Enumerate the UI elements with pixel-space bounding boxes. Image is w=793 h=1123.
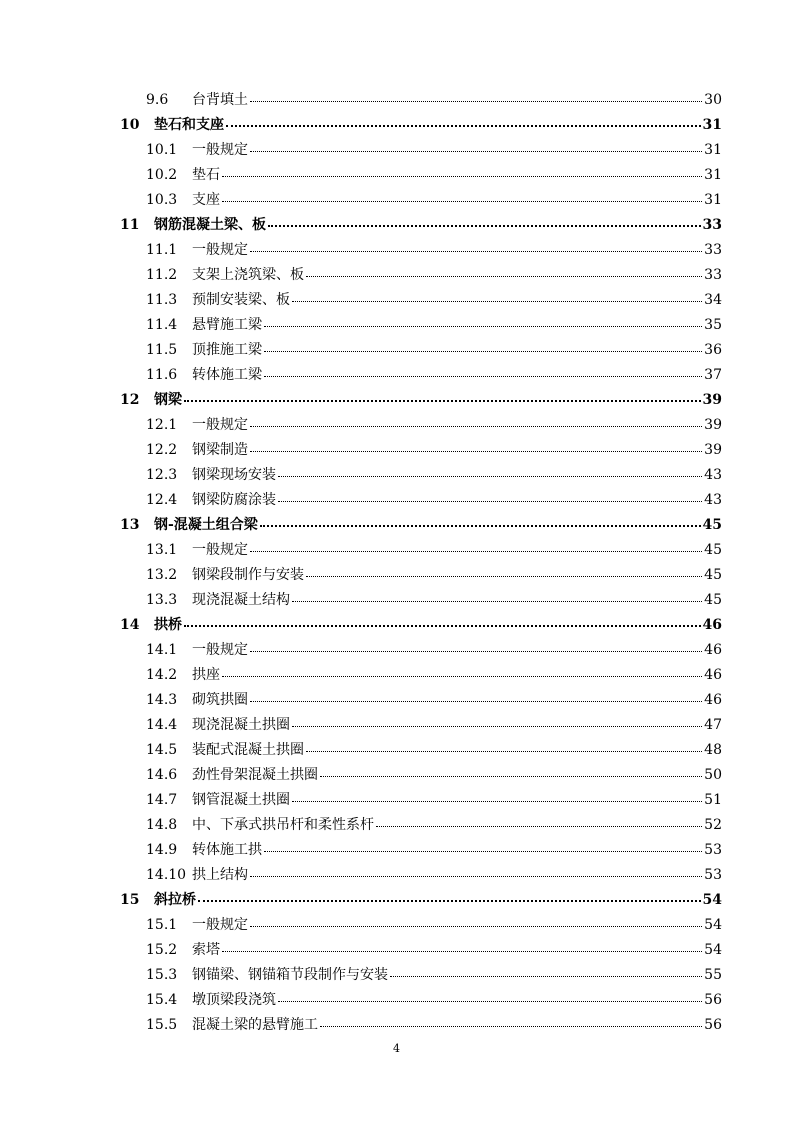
toc-entry-number: 13 [120, 517, 140, 533]
toc-entry-number: 13.2 [146, 567, 178, 583]
toc-entry-page: 45 [704, 542, 722, 558]
toc-entry-page: 33 [704, 267, 722, 283]
toc-entry-page: 46 [704, 642, 722, 658]
toc-dot-leader [320, 765, 702, 779]
toc-entry-page: 45 [704, 592, 722, 608]
toc-dot-leader [250, 140, 702, 154]
toc-entry[interactable] [120, 988, 722, 1013]
toc-entry-page: 46 [704, 692, 722, 708]
toc-entry-page: 45 [702, 517, 722, 533]
toc-chapter-entry[interactable] [120, 888, 722, 913]
toc-entry-title: 垫石和支座 [154, 117, 224, 133]
toc-entry[interactable] [120, 238, 722, 263]
toc-entry-title: 拱座 [192, 667, 220, 683]
toc-dot-leader [250, 440, 702, 454]
toc-entry-number: 14.10 [146, 867, 187, 883]
toc-dot-leader [278, 465, 702, 479]
toc-entry-title: 一般规定 [192, 242, 248, 258]
toc-entry-title: 混凝土梁的悬臂施工 [192, 1017, 318, 1033]
toc-entry-number: 14.5 [146, 742, 178, 758]
toc-entry-number: 11.6 [146, 367, 178, 383]
toc-dot-leader [278, 990, 702, 1004]
toc-entry-title: 钢梁制造 [192, 442, 248, 458]
toc-dot-leader [306, 265, 702, 279]
toc-entry-title: 一般规定 [192, 542, 248, 558]
toc-entry-number: 14.3 [146, 692, 178, 708]
toc-entry-page: 37 [704, 367, 722, 383]
toc-entry-page: 36 [704, 342, 722, 358]
toc-dot-leader [292, 290, 702, 304]
toc-dot-leader [292, 790, 702, 804]
toc-entry-title: 斜拉桥 [154, 892, 196, 908]
toc-entry-page: 54 [704, 917, 722, 933]
toc-entry-number: 11.3 [146, 292, 178, 308]
toc-entry[interactable] [120, 763, 722, 788]
toc-entry-number: 15 [120, 892, 140, 908]
toc-entry-page: 47 [704, 717, 722, 733]
toc-entry-number: 14.8 [146, 817, 178, 833]
toc-entry[interactable] [120, 363, 722, 388]
toc-entry-number: 11.4 [146, 317, 178, 333]
toc-dot-leader [250, 415, 702, 429]
toc-entry-number: 14.2 [146, 667, 178, 683]
toc-entry-number: 15.3 [146, 967, 178, 983]
toc-entry-page: 52 [704, 817, 722, 833]
toc-entry[interactable] [120, 838, 722, 863]
toc-entry-title: 装配式混凝土拱圈 [192, 742, 304, 758]
toc-entry-page: 50 [704, 767, 722, 783]
toc-entry-number: 15.4 [146, 992, 178, 1008]
toc-entry-number: 14.4 [146, 717, 178, 733]
toc-entry-title: 一般规定 [192, 642, 248, 658]
toc-entry[interactable] [120, 863, 722, 888]
toc-entry-number: 14.1 [146, 642, 178, 658]
toc-entry[interactable] [120, 663, 722, 688]
toc-entry[interactable] [120, 163, 722, 188]
toc-entry-number: 14.9 [146, 842, 178, 858]
toc-entry-page: 34 [704, 292, 722, 308]
table-of-contents [120, 88, 722, 1038]
toc-dot-leader [250, 915, 702, 929]
toc-dot-leader [250, 240, 702, 254]
toc-dot-leader [222, 165, 702, 179]
toc-entry-title: 钢管混凝土拱圈 [192, 792, 290, 808]
toc-dot-leader [306, 565, 702, 579]
toc-dot-leader [390, 965, 702, 979]
toc-dot-leader [250, 540, 702, 554]
toc-entry-number: 14.6 [146, 767, 178, 783]
toc-entry-title: 顶推施工梁 [192, 342, 262, 358]
toc-entry[interactable] [120, 638, 722, 663]
toc-dot-leader [306, 740, 702, 754]
toc-entry[interactable] [120, 713, 722, 738]
toc-entry-page: 39 [704, 442, 722, 458]
toc-entry-title: 悬臂施工梁 [192, 317, 262, 333]
toc-entry-title: 支架上浇筑梁、板 [192, 267, 304, 283]
toc-entry[interactable] [120, 463, 722, 488]
toc-entry[interactable] [120, 963, 722, 988]
toc-entry[interactable] [120, 288, 722, 313]
toc-entry-number: 11.5 [146, 342, 178, 358]
toc-entry-title: 劲性骨架混凝土拱圈 [192, 767, 318, 783]
toc-entry-page: 43 [704, 492, 722, 508]
toc-entry-page: 54 [702, 892, 722, 908]
toc-entry-title: 中、下承式拱吊杆和柔性系杆 [192, 817, 374, 833]
toc-chapter-entry[interactable] [120, 388, 722, 413]
toc-entry-number: 15.2 [146, 942, 178, 958]
toc-entry[interactable] [120, 338, 722, 363]
toc-dot-leader [250, 865, 702, 879]
toc-entry-page: 31 [704, 142, 722, 158]
toc-entry-title: 钢梁 [154, 392, 182, 408]
toc-entry[interactable] [120, 88, 722, 113]
toc-entry-number: 11.1 [146, 242, 178, 258]
toc-dot-leader [268, 215, 701, 229]
toc-entry-title: 墩顶梁段浇筑 [192, 992, 276, 1008]
toc-entry-page: 46 [702, 617, 722, 633]
toc-entry[interactable] [120, 688, 722, 713]
toc-entry-number: 12.3 [146, 467, 178, 483]
toc-chapter-entry[interactable] [120, 513, 722, 538]
toc-dot-leader [260, 515, 701, 529]
toc-dot-leader [250, 690, 702, 704]
toc-entry-page: 56 [704, 1017, 722, 1033]
toc-entry[interactable] [120, 788, 722, 813]
toc-entry[interactable] [120, 813, 722, 838]
toc-entry[interactable] [120, 438, 722, 463]
toc-entry-title: 现浇混凝土结构 [192, 592, 290, 608]
toc-entry-title: 钢梁防腐涂装 [192, 492, 276, 508]
toc-entry-page: 35 [704, 317, 722, 333]
toc-entry-page: 33 [702, 217, 722, 233]
toc-entry-title: 索塔 [192, 942, 220, 958]
page-number: 4 [393, 1042, 400, 1055]
toc-dot-leader [250, 640, 702, 654]
toc-entry-number: 14.7 [146, 792, 178, 808]
toc-entry-page: 39 [702, 392, 722, 408]
toc-entry-number: 12.1 [146, 417, 178, 433]
toc-entry-title: 钢-混凝土组合梁 [154, 517, 258, 533]
toc-dot-leader [226, 115, 701, 129]
toc-entry-number: 10.3 [146, 192, 178, 208]
toc-entry-title: 砌筑拱圈 [192, 692, 248, 708]
toc-dot-leader [278, 490, 702, 504]
toc-dot-leader [264, 365, 702, 379]
toc-entry-title: 预制安装梁、板 [192, 292, 290, 308]
toc-dot-leader [264, 340, 702, 354]
toc-dot-leader [320, 1015, 702, 1029]
toc-entry[interactable] [120, 913, 722, 938]
toc-dot-leader [376, 815, 702, 829]
toc-entry-number: 15.1 [146, 917, 178, 933]
toc-entry-title: 拱桥 [154, 617, 182, 633]
toc-entry-title: 钢锚梁、钢锚箱节段制作与安装 [192, 967, 388, 983]
toc-entry-title: 钢梁段制作与安装 [192, 567, 304, 583]
toc-entry[interactable] [120, 938, 722, 963]
toc-entry-title: 现浇混凝土拱圈 [192, 717, 290, 733]
toc-entry[interactable] [120, 313, 722, 338]
toc-entry-number: 10 [120, 117, 140, 133]
toc-entry-number: 12.2 [146, 442, 178, 458]
toc-entry-page: 30 [704, 92, 722, 108]
toc-entry-page: 46 [704, 667, 722, 683]
toc-dot-leader [264, 840, 702, 854]
toc-entry-page: 31 [704, 192, 722, 208]
toc-entry-page: 53 [704, 867, 722, 883]
toc-dot-leader [222, 940, 702, 954]
toc-entry[interactable] [120, 738, 722, 763]
toc-chapter-entry[interactable] [120, 113, 722, 138]
toc-entry-number: 13.3 [146, 592, 178, 608]
toc-entry-title: 转体施工梁 [192, 367, 262, 383]
toc-entry[interactable] [120, 588, 722, 613]
toc-entry-page: 43 [704, 467, 722, 483]
toc-entry-page: 33 [704, 242, 722, 258]
toc-dot-leader [292, 590, 702, 604]
toc-entry[interactable] [120, 138, 722, 163]
toc-entry-page: 31 [702, 117, 722, 133]
toc-entry-page: 51 [704, 792, 722, 808]
toc-entry[interactable] [120, 263, 722, 288]
toc-entry-page: 53 [704, 842, 722, 858]
toc-entry[interactable] [120, 188, 722, 213]
toc-entry-number: 12 [120, 392, 140, 408]
toc-entry-number: 15.5 [146, 1017, 178, 1033]
toc-entry-title: 一般规定 [192, 917, 248, 933]
toc-entry-title: 拱上结构 [192, 867, 248, 883]
toc-dot-leader [198, 890, 701, 904]
toc-entry-page: 55 [704, 967, 722, 983]
toc-dot-leader [264, 315, 702, 329]
toc-entry-title: 钢梁现场安装 [192, 467, 276, 483]
toc-entry-title: 一般规定 [192, 142, 248, 158]
toc-dot-leader [184, 390, 701, 404]
toc-entry-number: 12.4 [146, 492, 178, 508]
toc-chapter-entry[interactable] [120, 613, 722, 638]
toc-dot-leader [292, 715, 702, 729]
toc-chapter-entry[interactable] [120, 213, 722, 238]
toc-entry-title: 钢筋混凝土梁、板 [154, 217, 266, 233]
toc-entry-title: 垫石 [192, 167, 220, 183]
toc-entry-number: 10.2 [146, 167, 178, 183]
toc-entry-number: 13.1 [146, 542, 178, 558]
toc-entry[interactable] [120, 1013, 722, 1038]
toc-entry-number: 11 [120, 217, 140, 233]
toc-entry-page: 39 [704, 417, 722, 433]
toc-entry-number: 11.2 [146, 267, 178, 283]
toc-entry-page: 48 [704, 742, 722, 758]
toc-dot-leader [184, 615, 701, 629]
toc-dot-leader [250, 90, 702, 104]
toc-entry-title: 支座 [192, 192, 220, 208]
toc-entry-page: 31 [704, 167, 722, 183]
toc-dot-leader [222, 190, 702, 204]
toc-entry[interactable] [120, 538, 722, 563]
toc-entry-number: 10.1 [146, 142, 178, 158]
toc-dot-leader [222, 665, 702, 679]
toc-entry[interactable] [120, 563, 722, 588]
toc-entry-number: 14 [120, 617, 140, 633]
toc-entry-page: 45 [704, 567, 722, 583]
toc-entry-number: 9.6 [146, 92, 169, 108]
toc-entry-title: 台背填土 [192, 92, 248, 108]
toc-entry-title: 转体施工拱 [192, 842, 262, 858]
toc-entry[interactable] [120, 488, 722, 513]
toc-entry-page: 56 [704, 992, 722, 1008]
toc-entry-page: 54 [704, 942, 722, 958]
toc-entry-title: 一般规定 [192, 417, 248, 433]
toc-entry[interactable] [120, 413, 722, 438]
